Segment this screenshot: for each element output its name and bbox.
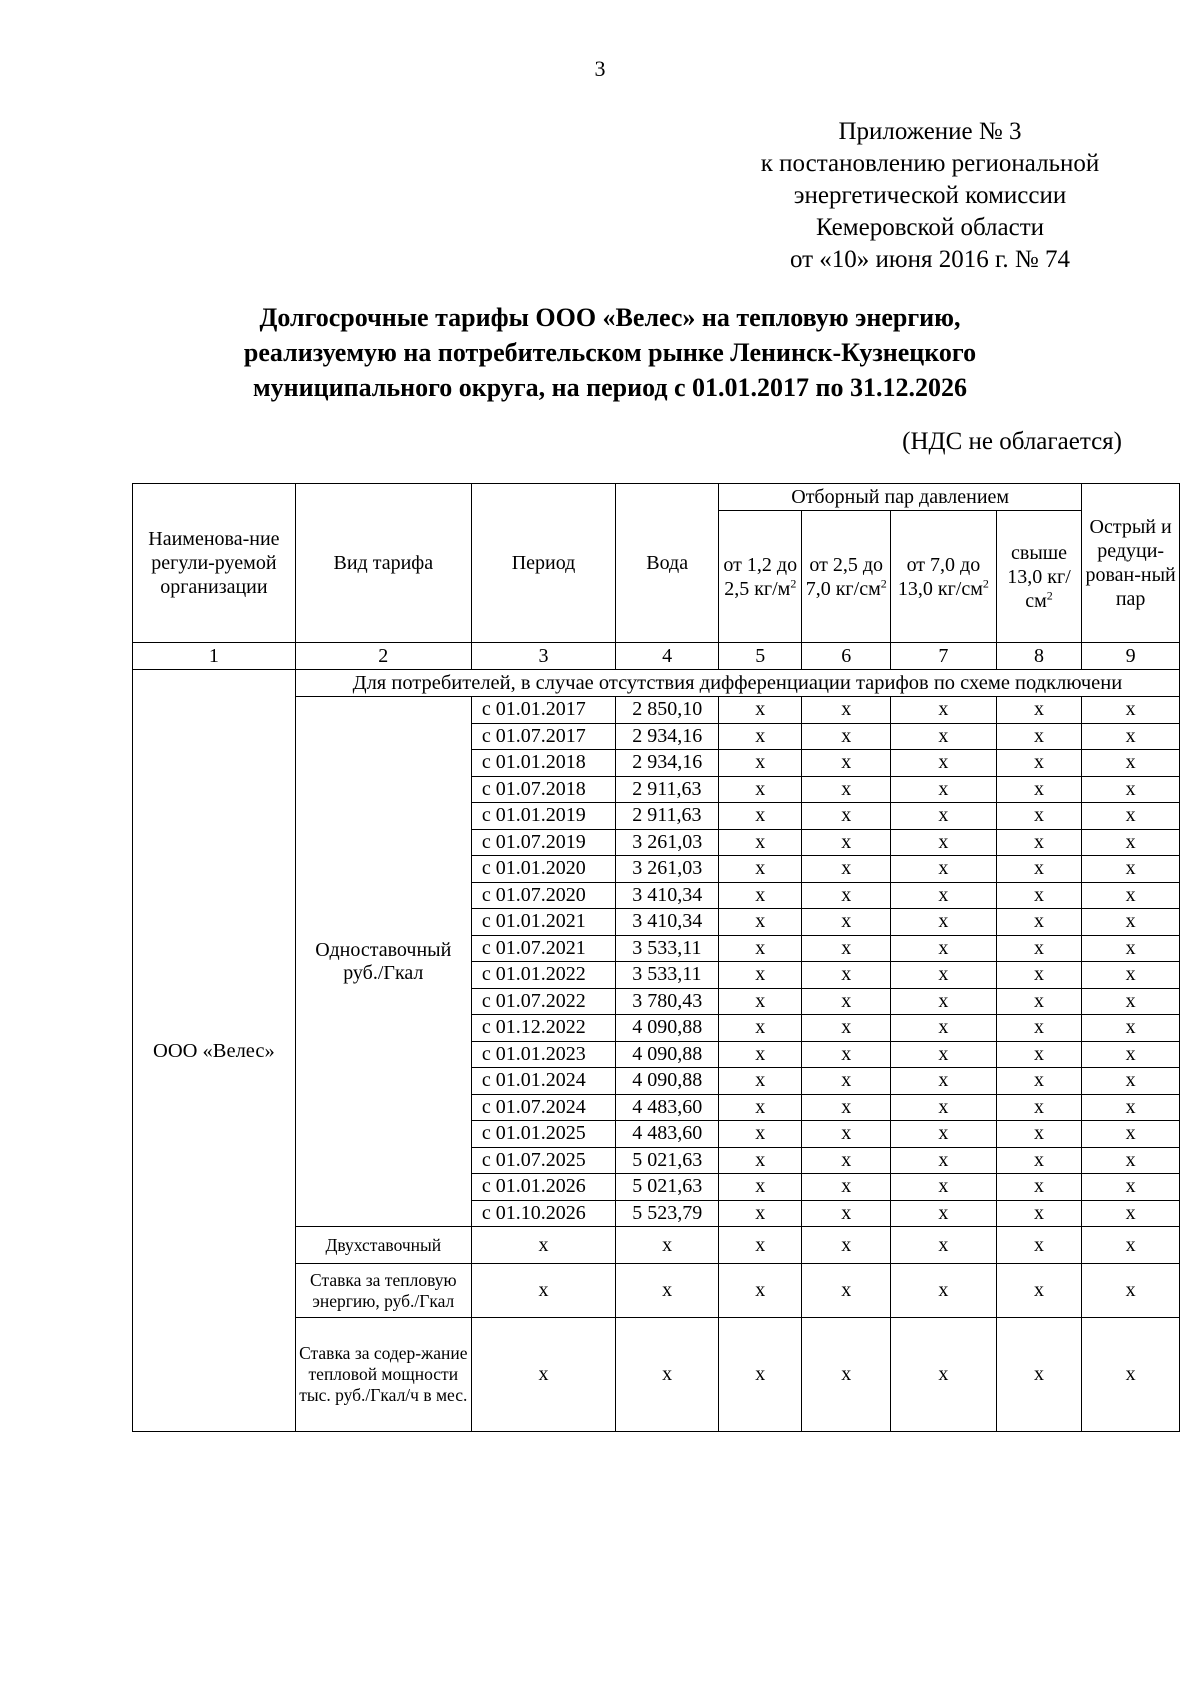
x-mark: x <box>996 909 1081 936</box>
water-value: 5 523,79 <box>616 1200 719 1227</box>
x-mark: x <box>890 1200 996 1227</box>
period-cell: с 01.07.2025 <box>471 1147 615 1174</box>
x-mark: x <box>890 1015 996 1042</box>
x-mark: x <box>1082 750 1180 777</box>
x-mark: x <box>1082 1174 1180 1201</box>
column-number-row <box>133 643 1180 670</box>
x-mark: x <box>890 882 996 909</box>
column-number: 4 <box>616 643 719 670</box>
header-steam-group: Отборный пар давлением <box>719 484 1082 511</box>
x-mark: x <box>719 1174 802 1201</box>
x-mark: x <box>802 1318 891 1432</box>
x-mark: x <box>719 1068 802 1095</box>
period-cell: с 01.01.2023 <box>471 1041 615 1068</box>
water-value: 4 090,88 <box>616 1068 719 1095</box>
x-mark: x <box>996 882 1081 909</box>
energy-rate-label: Ставка за тепловую энергию, руб./Гкал <box>295 1264 471 1318</box>
period-cell: с 01.01.2021 <box>471 909 615 936</box>
x-mark: x <box>890 1227 996 1264</box>
x-mark: x <box>471 1318 615 1432</box>
appendix-line: Приложение № 3 <box>838 118 1022 145</box>
x-mark: x <box>890 1318 996 1432</box>
banner-row <box>133 670 1180 697</box>
water-value: 3 533,11 <box>616 935 719 962</box>
x-mark: x <box>1082 962 1180 989</box>
tariff-table <box>132 483 1180 1432</box>
x-mark: x <box>802 962 891 989</box>
x-mark: x <box>1082 723 1180 750</box>
capacity-rate-label: Ставка за содер-жание тепловой мощности тыс. руб./Гкал/ч в мес. <box>295 1318 471 1432</box>
x-mark: x <box>802 803 891 830</box>
appendix-line: Кемеровской области <box>815 214 1045 241</box>
single-rate-label: Одноставочный руб./Гкал <box>295 697 471 1227</box>
header-steam-3: от 7,0 до 13,0 $кг/см^2$ <box>890 511 996 643</box>
x-mark: x <box>1082 1094 1180 1121</box>
appendix-line: к постановлению региональной <box>760 150 1100 177</box>
x-mark: x <box>890 803 996 830</box>
water-value: 3 410,34 <box>616 909 719 936</box>
x-mark: x <box>802 882 891 909</box>
x-mark: x <box>1082 1318 1180 1432</box>
column-number: 3 <box>471 643 615 670</box>
x-mark: x <box>1082 935 1180 962</box>
period-cell: с 01.01.2017 <box>471 697 615 724</box>
water-value: 3 261,03 <box>616 856 719 883</box>
title-line: муниципального округа, на период с 01.01.2017 по 31.12.2026 <box>252 373 968 402</box>
two-rate-label: Двухставочный <box>295 1227 471 1264</box>
header-tariff-type: Вид тарифа <box>295 484 471 643</box>
period-cell: с 01.07.2020 <box>471 882 615 909</box>
column-number: 9 <box>1082 643 1180 670</box>
x-mark: x <box>1082 1068 1180 1095</box>
x-mark: x <box>1082 909 1180 936</box>
x-mark: x <box>996 856 1081 883</box>
x-mark: x <box>1082 1200 1180 1227</box>
water-value: 4 090,88 <box>616 1041 719 1068</box>
x-mark: x <box>719 1318 802 1432</box>
x-mark: x <box>1082 988 1180 1015</box>
x-mark: x <box>996 1041 1081 1068</box>
x-mark: x <box>719 750 802 777</box>
x-mark: x <box>802 1264 891 1318</box>
x-mark: x <box>996 962 1081 989</box>
water-value: 2 934,16 <box>616 750 719 777</box>
header-sharp-steam: Острый и редуци-рован-ный пар <box>1082 484 1180 643</box>
x-mark: x <box>890 988 996 1015</box>
period-cell: с 01.07.2022 <box>471 988 615 1015</box>
x-mark: x <box>996 1147 1081 1174</box>
x-mark: x <box>719 1200 802 1227</box>
column-number: 2 <box>295 643 471 670</box>
x-mark: x <box>890 1264 996 1318</box>
x-mark: x <box>616 1227 719 1264</box>
x-mark: x <box>890 1041 996 1068</box>
column-number: 1 <box>133 643 296 670</box>
x-mark: x <box>719 829 802 856</box>
x-mark: x <box>719 1094 802 1121</box>
x-mark: x <box>802 776 891 803</box>
column-number: 7 <box>890 643 996 670</box>
x-mark: x <box>802 723 891 750</box>
water-value: 4 483,60 <box>616 1094 719 1121</box>
x-mark: x <box>719 1015 802 1042</box>
x-mark: x <box>802 1094 891 1121</box>
x-mark: x <box>471 1227 615 1264</box>
x-mark: x <box>802 697 891 724</box>
water-value: 3 533,11 <box>616 962 719 989</box>
x-mark: x <box>996 1264 1081 1318</box>
water-value: 5 021,63 <box>616 1174 719 1201</box>
x-mark: x <box>1082 776 1180 803</box>
water-value: 3 261,03 <box>616 829 719 856</box>
x-mark: x <box>719 1264 802 1318</box>
x-mark: x <box>802 935 891 962</box>
x-mark: x <box>802 1174 891 1201</box>
x-mark: x <box>1082 697 1180 724</box>
x-mark: x <box>1082 1041 1180 1068</box>
x-mark: x <box>471 1264 615 1318</box>
period-cell: с 01.07.2018 <box>471 776 615 803</box>
x-mark: x <box>890 1094 996 1121</box>
x-mark: x <box>890 1068 996 1095</box>
x-mark: x <box>996 935 1081 962</box>
x-mark: x <box>719 856 802 883</box>
period-cell: с 01.01.2022 <box>471 962 615 989</box>
x-mark: x <box>802 988 891 1015</box>
x-mark: x <box>996 1094 1081 1121</box>
water-value: 2 911,63 <box>616 803 719 830</box>
x-mark: x <box>996 1121 1081 1148</box>
x-mark: x <box>996 829 1081 856</box>
page-number: 3 <box>594 56 606 81</box>
column-number: 6 <box>802 643 891 670</box>
header-steam-1: от 1,2 до 2,5 $кг/м^2$ <box>719 511 802 643</box>
period-cell: с 01.07.2024 <box>471 1094 615 1121</box>
x-mark: x <box>996 1200 1081 1227</box>
x-mark: x <box>1082 882 1180 909</box>
water-value: 4 090,88 <box>616 1015 719 1042</box>
x-mark: x <box>719 935 802 962</box>
x-mark: x <box>890 776 996 803</box>
x-mark: x <box>1082 1227 1180 1264</box>
x-mark: x <box>802 1041 891 1068</box>
x-mark: x <box>802 856 891 883</box>
x-mark: x <box>996 1318 1081 1432</box>
x-mark: x <box>616 1318 719 1432</box>
x-mark: x <box>802 1200 891 1227</box>
period-cell: с 01.01.2026 <box>471 1174 615 1201</box>
water-value: 2 850,10 <box>616 697 719 724</box>
x-mark: x <box>1082 1264 1180 1318</box>
appendix-line: энергетической комиссии <box>793 182 1067 209</box>
x-mark: x <box>996 803 1081 830</box>
period-cell: с 01.01.2019 <box>471 803 615 830</box>
header-steam-2: от 2,5 до 7,0 $кг/см^2$ <box>802 511 891 643</box>
header-steam-4: свыше 13,0 $кг/см^2$ <box>996 511 1081 643</box>
x-mark: x <box>890 935 996 962</box>
period-cell: с 01.10.2026 <box>471 1200 615 1227</box>
x-mark: x <box>996 1227 1081 1264</box>
x-mark: x <box>802 750 891 777</box>
title-line: Долгосрочные тарифы ООО «Велес» на тепловую энергию, <box>259 303 961 332</box>
x-mark: x <box>890 750 996 777</box>
x-mark: x <box>802 1015 891 1042</box>
x-mark: x <box>1082 829 1180 856</box>
header-period: Период <box>471 484 615 643</box>
x-mark: x <box>719 1227 802 1264</box>
x-mark: x <box>719 988 802 1015</box>
x-mark: x <box>802 1121 891 1148</box>
x-mark: x <box>719 1147 802 1174</box>
x-mark: x <box>996 1068 1081 1095</box>
x-mark: x <box>996 1174 1081 1201</box>
x-mark: x <box>719 723 802 750</box>
x-mark: x <box>890 723 996 750</box>
x-mark: x <box>719 776 802 803</box>
x-mark: x <box>890 829 996 856</box>
water-value: 3 410,34 <box>616 882 719 909</box>
x-mark: x <box>890 1174 996 1201</box>
x-mark: x <box>890 856 996 883</box>
appendix-line: от «10» июня 2016 г. № 74 <box>789 246 1071 273</box>
x-mark: x <box>719 882 802 909</box>
document-title <box>170 300 1050 405</box>
x-mark: x <box>1082 803 1180 830</box>
x-mark: x <box>719 803 802 830</box>
period-cell: с 01.01.2025 <box>471 1121 615 1148</box>
x-mark: x <box>996 988 1081 1015</box>
x-mark: x <box>1082 1121 1180 1148</box>
column-number: 5 <box>719 643 802 670</box>
x-mark: x <box>802 1227 891 1264</box>
x-mark: x <box>890 1121 996 1148</box>
water-value: 4 483,60 <box>616 1121 719 1148</box>
x-mark: x <box>719 697 802 724</box>
x-mark: x <box>719 1121 802 1148</box>
period-cell: с 01.01.2018 <box>471 750 615 777</box>
x-mark: x <box>996 750 1081 777</box>
appendix-reference <box>720 116 1140 276</box>
x-mark: x <box>802 829 891 856</box>
x-mark: x <box>802 909 891 936</box>
x-mark: x <box>890 909 996 936</box>
period-cell: с 01.07.2021 <box>471 935 615 962</box>
x-mark: x <box>719 962 802 989</box>
x-mark: x <box>890 962 996 989</box>
consumer-banner: Для потребителей, в случае отсутствия дифференциации тарифов по схеме подключени <box>295 670 1179 697</box>
water-value: 2 911,63 <box>616 776 719 803</box>
period-cell: с 01.01.2024 <box>471 1068 615 1095</box>
header-row <box>133 484 1180 511</box>
vat-note: (НДС не облагается) <box>902 428 1122 455</box>
title-line: реализуемую на потребительском рынке Ленинск-Кузнецкого <box>243 338 977 367</box>
period-cell: с 01.07.2019 <box>471 829 615 856</box>
x-mark: x <box>890 1147 996 1174</box>
period-cell: с 01.01.2020 <box>471 856 615 883</box>
x-mark: x <box>996 697 1081 724</box>
period-cell: с 01.07.2017 <box>471 723 615 750</box>
x-mark: x <box>1082 856 1180 883</box>
x-mark: x <box>996 776 1081 803</box>
period-cell: с 01.12.2022 <box>471 1015 615 1042</box>
x-mark: x <box>616 1264 719 1318</box>
x-mark: x <box>802 1068 891 1095</box>
x-mark: x <box>719 1041 802 1068</box>
x-mark: x <box>890 697 996 724</box>
x-mark: x <box>996 1015 1081 1042</box>
water-value: 5 021,63 <box>616 1147 719 1174</box>
x-mark: x <box>719 909 802 936</box>
organization-cell: ООО «Велес» <box>133 670 296 1432</box>
header-water: Вода <box>616 484 719 643</box>
x-mark: x <box>1082 1015 1180 1042</box>
column-number: 8 <box>996 643 1081 670</box>
water-value: 3 780,43 <box>616 988 719 1015</box>
header-org: Наименова-ние регули-руемой организации <box>133 484 296 643</box>
x-mark: x <box>996 723 1081 750</box>
x-mark: x <box>1082 1147 1180 1174</box>
water-value: 2 934,16 <box>616 723 719 750</box>
x-mark: x <box>802 1147 891 1174</box>
